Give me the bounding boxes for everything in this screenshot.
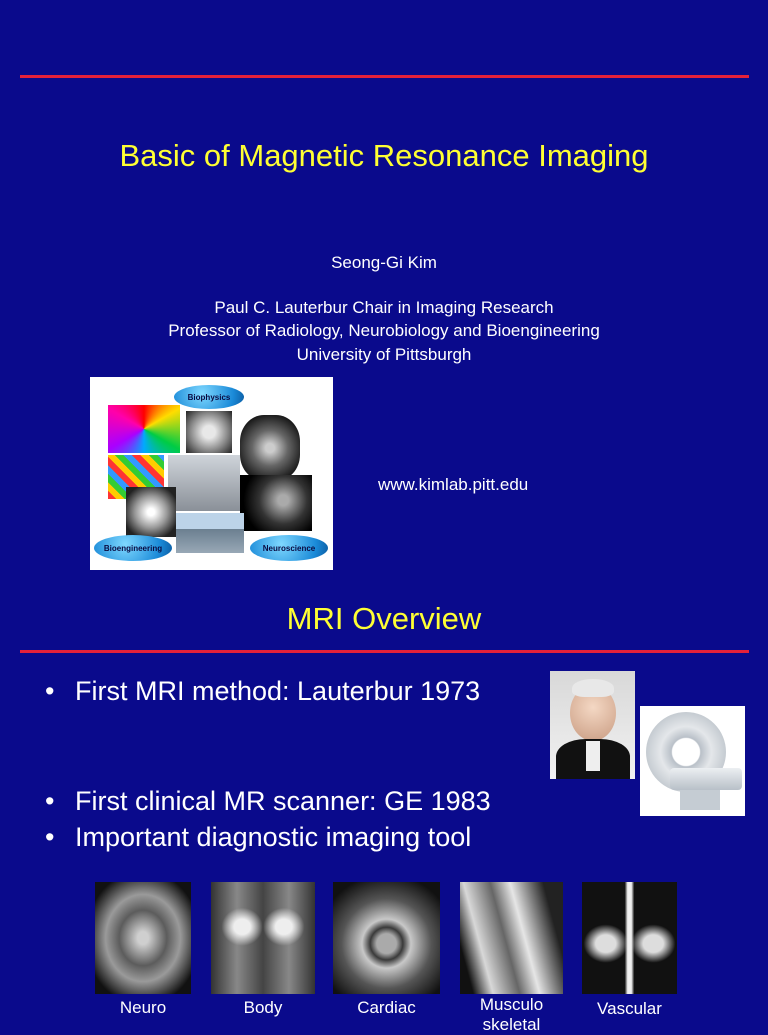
author-name: Seong-Gi Kim	[331, 253, 437, 272]
caption-body: Body	[243, 998, 283, 1017]
neuroscience-bubble	[250, 535, 328, 561]
top-divider	[20, 75, 749, 78]
bioengineering-bubble	[94, 535, 172, 561]
affiliation-line-3: University of Pittsburgh	[296, 345, 472, 364]
head-profile-image	[240, 475, 312, 531]
gray-brain-image	[126, 487, 176, 537]
musculoskeletal-mri-image	[460, 882, 563, 994]
affiliation-line-2: Professor of Radiology, Neurobiology and Bioengineering	[168, 321, 600, 340]
brain-scan-image	[186, 411, 232, 453]
slide-title: Basic of Magnetic Resonance Imaging	[119, 138, 649, 173]
building-photo-image	[176, 513, 244, 553]
bioengineering-label: Bioengineering	[103, 543, 163, 553]
brain-slice-image	[240, 415, 300, 481]
bullet-symbol: •	[45, 786, 55, 816]
biophysics-label: Biophysics	[187, 392, 231, 402]
vascular-mri-image	[582, 882, 677, 994]
bullet-text: Important diagnostic imaging tool	[75, 822, 472, 852]
body-mri-image	[211, 882, 315, 994]
bullet-symbol: •	[45, 676, 55, 706]
activation-map-image	[108, 405, 180, 453]
caption-vascular: Vascular	[597, 999, 662, 1018]
lauterbur-portrait-image	[550, 671, 635, 779]
caption-musculoskeletal: Musculo skeletal	[479, 995, 544, 1034]
scanner-photo-image	[168, 455, 240, 511]
caption-neuro: Neuro	[119, 998, 167, 1017]
lab-url: www.kimlab.pitt.edu	[378, 475, 529, 494]
caption-cardiac: Cardiac	[357, 998, 416, 1017]
neuro-mri-image	[95, 882, 191, 994]
neuroscience-label: Neuroscience	[262, 543, 316, 553]
bullet-text: First MRI method: Lauterbur 1973	[75, 676, 481, 706]
research-collage-image	[90, 377, 333, 570]
mri-scanner-image	[640, 706, 745, 816]
affiliation-line-1: Paul C. Lauterbur Chair in Imaging Research	[214, 298, 554, 317]
cardiac-mri-image	[333, 882, 440, 994]
biophysics-bubble	[174, 385, 244, 409]
bullet-symbol: •	[45, 822, 55, 852]
bullet-text: First clinical MR scanner: GE 1983	[75, 786, 491, 816]
overview-divider	[20, 650, 749, 653]
overview-title: MRI Overview	[286, 601, 482, 636]
